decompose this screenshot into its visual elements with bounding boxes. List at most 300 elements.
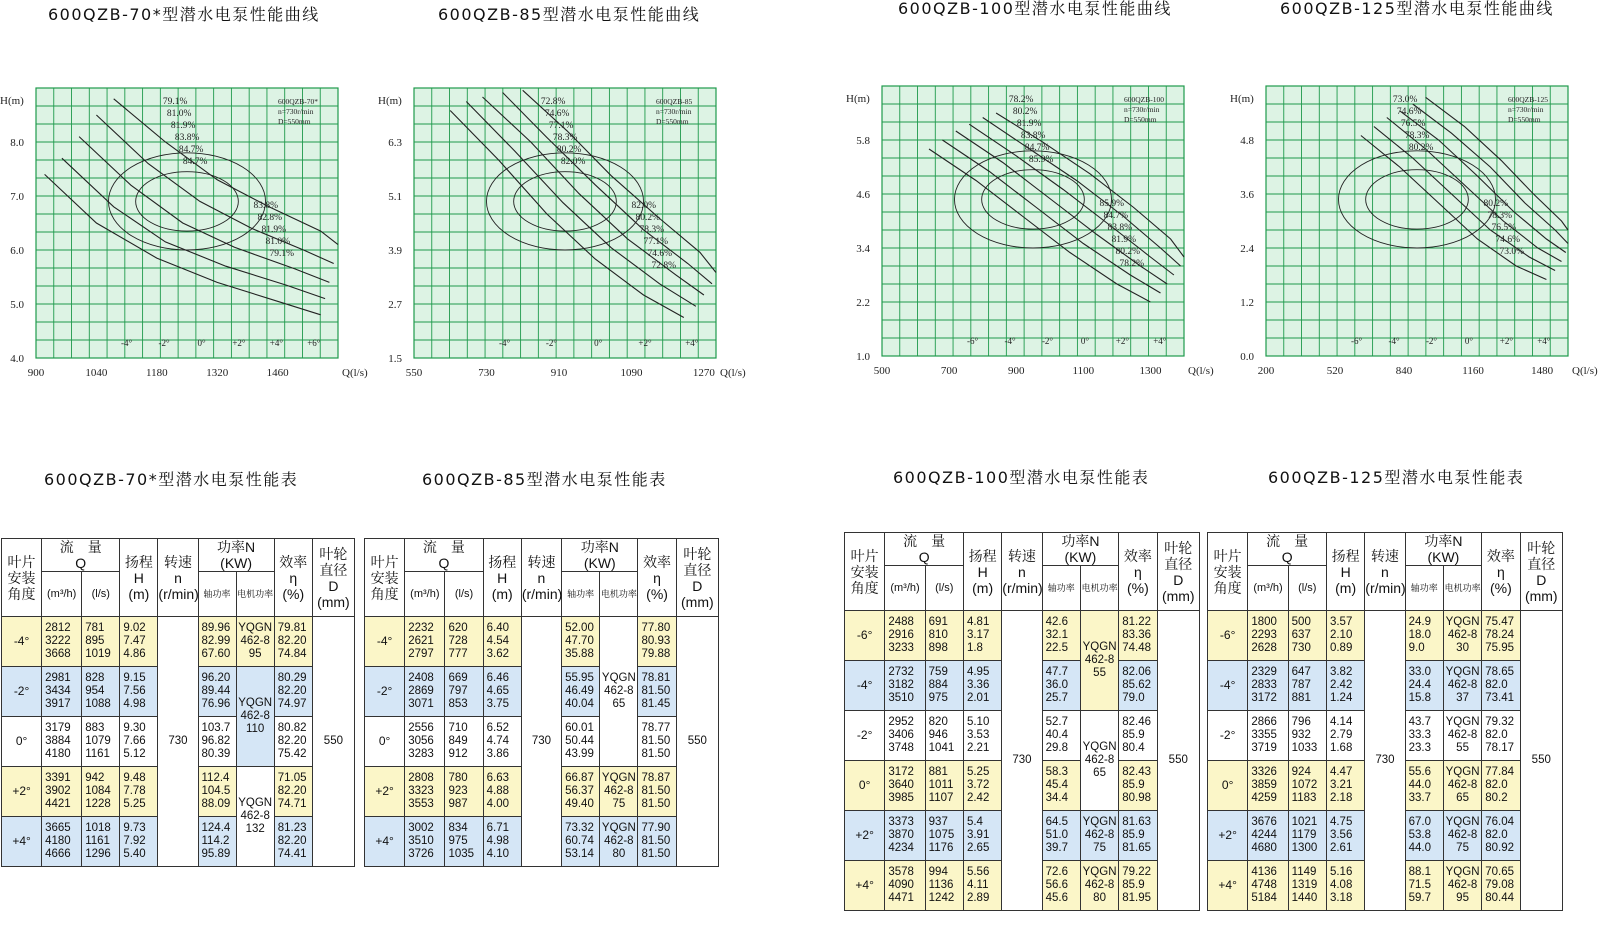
efficiency-label: 76.5% (1491, 223, 1516, 233)
flow-m3h-cell: 2808 3323 3553 (405, 767, 445, 817)
x-tick-label: 1090 (620, 367, 643, 379)
chart-title-85: 600QZB-85型潜水电泵性能曲线 (438, 5, 701, 24)
x-tick-label: 900 (1007, 365, 1025, 377)
efficiency-label: 84.7% (1024, 143, 1050, 153)
efficiency-cell: 77.90 81.50 81.50 (638, 817, 676, 867)
flow-ls-cell: 780 923 987 (445, 767, 483, 817)
efficiency-label: 79.1% (269, 249, 294, 259)
efficiency-cell: 79.32 82.0 78.17 (1482, 711, 1520, 761)
blade-angle-cell: -4° (845, 661, 885, 711)
efficiency-label: 74.6% (544, 109, 570, 119)
flow-m3h-cell: 3578 4090 4471 (885, 861, 925, 911)
angle-label: +4° (685, 338, 699, 348)
performance-chart-85 (378, 82, 758, 382)
header-ls: (l/s) (445, 572, 483, 617)
efficiency-label: 85.9% (1028, 155, 1054, 165)
angle-label: -2° (158, 338, 170, 348)
shaft-power-cell: 55.6 44.0 33.7 (1405, 761, 1443, 811)
head-cell: 6.52 4.74 3.86 (483, 717, 521, 767)
header-motor-power: 电机功率 (1080, 566, 1118, 611)
shaft-power-cell: 88.1 71.5 59.7 (1405, 861, 1443, 911)
flow-ls-cell: 828 954 1088 (82, 667, 120, 717)
info-label: n=730r/min (656, 107, 692, 116)
x-tick-label: 1160 (1462, 365, 1484, 377)
efficiency-label: 78.3% (1404, 131, 1430, 141)
efficiency-label: 73.0% (1392, 95, 1418, 105)
blade-angle-cell: -4° (365, 617, 405, 667)
angle-label: 0° (594, 338, 603, 348)
flow-ls-cell: 881 1011 1107 (925, 761, 963, 811)
x-tick-label: 1180 (146, 367, 168, 379)
x-tick-label: 700 (940, 365, 958, 377)
blade-angle-cell: 0° (2, 717, 42, 767)
flow-m3h-cell: 2556 3056 3283 (405, 717, 445, 767)
blade-angle-cell: +4° (845, 861, 885, 911)
efficiency-label: 81.9% (1111, 235, 1136, 245)
angle-label: 0° (197, 338, 206, 348)
header-shaft-power: 轴功率 (562, 572, 600, 617)
blade-angle-cell: 0° (1208, 761, 1248, 811)
header-shaft-power: 轴功率 (198, 572, 236, 617)
efficiency-label: 85.9% (1099, 199, 1124, 209)
blade-angle-cell: +2° (845, 811, 885, 861)
blade-angle-cell: +4° (1208, 861, 1248, 911)
flow-m3h-cell: 2329 2833 3172 (1248, 661, 1288, 711)
flow-ls-cell: 1018 1161 1296 (82, 817, 120, 867)
head-cell: 6.71 4.98 4.10 (483, 817, 521, 867)
efficiency-label: 81.9% (1016, 119, 1042, 129)
blade-angle-cell: +4° (2, 817, 42, 867)
efficiency-label: 83.8% (174, 133, 200, 143)
head-cell: 5.25 3.72 2.42 (963, 761, 1001, 811)
info-label: D=550mm (656, 117, 689, 126)
efficiency-cell: 82.46 85.9 80.4 (1119, 711, 1157, 761)
flow-m3h-cell: 3179 3884 4180 (42, 717, 82, 767)
efficiency-cell: 80.29 82.20 74.97 (274, 667, 312, 717)
flow-ls-cell: 1149 1319 1440 (1288, 861, 1326, 911)
flow-ls-cell: 994 1136 1242 (925, 861, 963, 911)
x-tick-label: 1100 (1072, 365, 1095, 377)
flow-ls-cell: 924 1072 1183 (1288, 761, 1326, 811)
header-shaft-power: 轴功率 (1042, 566, 1080, 611)
flow-m3h-cell: 2866 3355 3719 (1248, 711, 1288, 761)
head-cell: 9.48 7.78 5.25 (120, 767, 158, 817)
header-speed: 转速 n (r/min) (1365, 533, 1405, 611)
efficiency-label: 78.3% (639, 225, 664, 235)
speed-cell: 730 (1002, 611, 1042, 911)
x-axis-label: Q(l/s) (1188, 365, 1214, 377)
motor-power-cell: YQGN 462-8 95 (1443, 861, 1481, 911)
angle-label: +6° (307, 338, 321, 348)
efficiency-label: 81.0% (265, 237, 290, 247)
y-tick-label: 4.6 (856, 189, 870, 201)
header-blade-angle: 叶片 安装 角度 (1208, 533, 1248, 611)
efficiency-cell: 76.04 82.0 80.92 (1482, 811, 1520, 861)
shaft-power-cell: 52.00 47.70 35.88 (562, 617, 600, 667)
angle-label: 0° (1080, 336, 1089, 346)
motor-power-cell: YQGN 462-8 30 (1443, 611, 1481, 661)
head-cell: 5.10 3.53 2.21 (963, 711, 1001, 761)
efficiency-label: 80.2% (1408, 143, 1434, 153)
efficiency-cell: 77.80 80.93 79.88 (638, 617, 676, 667)
efficiency-label: 84.7% (182, 157, 208, 167)
head-cell: 4.81 3.17 1.8 (963, 611, 1001, 661)
y-tick-label: 6.3 (388, 137, 402, 149)
x-tick-label: 550 (405, 367, 423, 379)
efficiency-cell: 81.63 85.9 81.65 (1119, 811, 1157, 861)
shaft-power-cell: 55.95 46.49 40.04 (562, 667, 600, 717)
efficiency-label: 73.0% (1499, 247, 1524, 257)
shaft-power-cell: 103.7 96.82 80.39 (198, 717, 236, 767)
efficiency-label: 83.8% (253, 201, 278, 211)
x-tick-label: 500 (873, 365, 891, 377)
shaft-power-cell: 67.0 53.8 44.0 (1405, 811, 1443, 861)
efficiency-label: 78.3% (552, 133, 578, 143)
efficiency-label: 81.9% (170, 121, 196, 131)
head-cell: 4.14 2.79 1.68 (1326, 711, 1364, 761)
angle-label: -6° (1351, 336, 1363, 346)
head-cell: 9.15 7.56 4.98 (120, 667, 158, 717)
angle-label: +2° (232, 338, 246, 348)
motor-power-cell: YQGN 462-8 75 (600, 767, 638, 817)
y-tick-label: 4.8 (1240, 135, 1254, 147)
efficiency-label: 82.0% (631, 201, 656, 211)
efficiency-cell: 79.22 85.9 81.95 (1119, 861, 1157, 911)
header-speed: 转速 n (r/min) (521, 539, 561, 617)
angle-label: +4° (269, 338, 283, 348)
header-blade-angle: 叶片 安装 角度 (365, 539, 405, 617)
y-tick-label: 4.0 (10, 353, 24, 365)
motor-power-cell: YQGN 462-8 37 (1443, 661, 1481, 711)
head-cell: 6.63 4.88 4.00 (483, 767, 521, 817)
header-m3h: (m³/h) (1248, 566, 1288, 611)
header-ls: (l/s) (82, 572, 120, 617)
shaft-power-cell: 112.4 104.5 88.09 (198, 767, 236, 817)
diameter-cell: 550 (312, 617, 354, 867)
efficiency-label: 80.2% (1115, 247, 1140, 257)
angle-label: 0° (1464, 336, 1473, 346)
flow-m3h-cell: 2812 3222 3668 (42, 617, 82, 667)
head-cell: 4.95 3.36 2.01 (963, 661, 1001, 711)
flow-ls-cell: 834 975 1035 (445, 817, 483, 867)
motor-power-cell: YQGN 462-8 95 (236, 617, 274, 667)
blade-angle-cell: -2° (1208, 711, 1248, 761)
flow-ls-cell: 647 787 881 (1288, 661, 1326, 711)
angle-label: -4° (121, 338, 133, 348)
efficiency-label: 76.5% (1400, 119, 1426, 129)
flow-ls-cell: 883 1079 1161 (82, 717, 120, 767)
info-label: 600QZB-70* (278, 97, 318, 106)
blade-angle-cell: -2° (365, 667, 405, 717)
header-diameter: 叶轮 直径 D (mm) (676, 539, 718, 617)
speed-cell: 730 (521, 617, 561, 867)
y-tick-label: 3.9 (388, 245, 402, 257)
efficiency-label: 80.2% (1483, 199, 1508, 209)
motor-power-cell: YQGN 462-8 80 (1080, 861, 1118, 911)
efficiency-cell: 82.06 85.62 79.0 (1119, 661, 1157, 711)
flow-ls-cell: 1021 1179 1300 (1288, 811, 1326, 861)
header-motor-power: 电机功率 (236, 572, 274, 617)
efficiency-label: 77.1% (643, 237, 668, 247)
header-head: 扬程 H (m) (120, 539, 158, 617)
shaft-power-cell: 43.7 33.3 23.3 (1405, 711, 1443, 761)
efficiency-label: 78.3% (1487, 211, 1512, 221)
info-label: 600QZB-85 (656, 97, 693, 106)
flow-ls-cell: 781 895 1019 (82, 617, 120, 667)
y-tick-label: 0.0 (1240, 351, 1254, 363)
shaft-power-cell: 60.01 50.44 43.99 (562, 717, 600, 767)
header-diameter: 叶轮 直径 D (mm) (312, 539, 354, 617)
speed-cell: 730 (1365, 611, 1405, 911)
info-label: D=550mm (1508, 115, 1541, 124)
shaft-power-cell: 52.7 40.4 29.8 (1042, 711, 1080, 761)
flow-ls-cell: 500 637 730 (1288, 611, 1326, 661)
performance-table-70 (1, 538, 355, 867)
angle-label: +4° (1153, 336, 1167, 346)
header-ls: (l/s) (1288, 566, 1326, 611)
performance-table-125 (1207, 532, 1563, 911)
blade-angle-cell: -4° (1208, 661, 1248, 711)
y-tick-label: 5.8 (856, 135, 870, 147)
shaft-power-cell: 58.3 45.4 34.4 (1042, 761, 1080, 811)
shaft-power-cell: 72.6 56.6 45.6 (1042, 861, 1080, 911)
efficiency-label: 80.2% (635, 213, 660, 223)
efficiency-label: 84.7% (1103, 211, 1128, 221)
y-axis-label: H(m) (0, 95, 24, 107)
y-tick-label: 2.7 (388, 299, 402, 311)
chart-title-125: 600QZB-125型潜水电泵性能曲线 (1280, 0, 1554, 18)
x-axis-label: Q(l/s) (342, 367, 368, 379)
header-motor-power: 电机功率 (1443, 566, 1481, 611)
flow-ls-cell: 759 884 975 (925, 661, 963, 711)
efficiency-label: 83.8% (1107, 223, 1132, 233)
efficiency-label: 74.6% (1495, 235, 1520, 245)
flow-m3h-cell: 3002 3510 3726 (405, 817, 445, 867)
y-tick-label: 5.0 (10, 299, 24, 311)
efficiency-label: 78.2% (1119, 259, 1144, 269)
y-tick-label: 2.4 (1240, 243, 1254, 255)
flow-ls-cell: 669 797 853 (445, 667, 483, 717)
header-ls: (l/s) (925, 566, 963, 611)
efficiency-label: 77.1% (548, 121, 574, 131)
head-cell: 9.30 7.66 5.12 (120, 717, 158, 767)
blade-angle-cell: -6° (845, 611, 885, 661)
angle-label: +2° (1115, 336, 1129, 346)
flow-ls-cell: 796 932 1033 (1288, 711, 1326, 761)
shaft-power-cell: 66.87 56.37 49.40 (562, 767, 600, 817)
flow-m3h-cell: 3373 3870 4234 (885, 811, 925, 861)
performance-chart-100 (846, 80, 1226, 380)
efficiency-cell: 82.43 85.9 80.98 (1119, 761, 1157, 811)
table-title-85: 600QZB-85型潜水电泵性能表 (422, 470, 667, 489)
y-axis-label: H(m) (1230, 93, 1254, 105)
x-tick-label: 840 (1395, 365, 1413, 377)
header-blade-angle: 叶片 安装 角度 (2, 539, 42, 617)
header-m3h: (m³/h) (42, 572, 82, 617)
flow-ls-cell: 710 849 912 (445, 717, 483, 767)
flow-m3h-cell: 3665 4180 4666 (42, 817, 82, 867)
x-tick-label: 1460 (266, 367, 289, 379)
angle-label: +2° (1499, 336, 1513, 346)
performance-table-100 (844, 532, 1200, 911)
head-cell: 9.73 7.92 5.40 (120, 817, 158, 867)
blade-angle-cell: -2° (2, 667, 42, 717)
flow-m3h-cell: 3676 4244 4680 (1248, 811, 1288, 861)
blade-angle-cell: 0° (365, 717, 405, 767)
shaft-power-cell: 24.9 18.0 9.0 (1405, 611, 1443, 661)
shaft-power-cell: 96.20 89.44 76.96 (198, 667, 236, 717)
blade-angle-cell: +4° (365, 817, 405, 867)
header-head: 扬程 H (m) (483, 539, 521, 617)
info-label: n=730r/min (1508, 105, 1544, 114)
efficiency-label: 72.8% (540, 97, 566, 107)
info-label: 600QZB-100 (1124, 95, 1164, 104)
header-head: 扬程 H (m) (1326, 533, 1364, 611)
flow-ls-cell: 937 1075 1176 (925, 811, 963, 861)
head-cell: 4.75 3.56 2.61 (1326, 811, 1364, 861)
y-tick-label: 3.4 (856, 243, 870, 255)
info-label: n=730r/min (1124, 105, 1160, 114)
efficiency-cell: 71.05 82.20 74.71 (274, 767, 312, 817)
angle-label: -4° (1004, 336, 1016, 346)
chart-title-100: 600QZB-100型潜水电泵性能曲线 (898, 0, 1172, 18)
efficiency-label: 83.8% (1020, 131, 1046, 141)
flow-m3h-cell: 2952 3406 3748 (885, 711, 925, 761)
diameter-cell: 550 (1520, 611, 1562, 911)
motor-power-cell: YQGN 462-8 75 (1080, 811, 1118, 861)
flow-ls-cell: 820 946 1041 (925, 711, 963, 761)
table-title-100: 600QZB-100型潜水电泵性能表 (893, 468, 1150, 487)
efficiency-label: 72.8% (651, 261, 676, 271)
efficiency-label: 81.0% (166, 109, 192, 119)
efficiency-label: 82.8% (257, 213, 282, 223)
shaft-power-cell: 47.7 36.0 25.7 (1042, 661, 1080, 711)
chart-title-70: 600QZB-70*型潜水电泵性能曲线 (48, 5, 320, 24)
header-shaft-power: 轴功率 (1405, 566, 1443, 611)
performance-chart-125 (1230, 80, 1610, 380)
head-cell: 5.4 3.91 2.65 (963, 811, 1001, 861)
x-tick-label: 1040 (85, 367, 108, 379)
flow-m3h-cell: 3172 3640 3985 (885, 761, 925, 811)
y-axis-label: H(m) (846, 93, 870, 105)
x-axis-label: Q(l/s) (720, 367, 746, 379)
shaft-power-cell: 64.5 51.0 39.7 (1042, 811, 1080, 861)
efficiency-label: 84.7% (178, 145, 204, 155)
info-label: D=550mm (1124, 115, 1157, 124)
head-cell: 5.16 4.08 3.18 (1326, 861, 1364, 911)
head-cell: 5.56 4.11 2.89 (963, 861, 1001, 911)
motor-power-cell: YQGN 462-8 132 (236, 767, 274, 867)
flow-ls-cell: 620 728 777 (445, 617, 483, 667)
y-tick-label: 3.6 (1240, 189, 1254, 201)
blade-angle-cell: +2° (365, 767, 405, 817)
flow-m3h-cell: 3326 3859 4259 (1248, 761, 1288, 811)
flow-m3h-cell: 2732 3182 3510 (885, 661, 925, 711)
efficiency-label: 80.2% (1012, 107, 1038, 117)
header-speed: 转速 n (r/min) (158, 539, 198, 617)
header-head: 扬程 H (m) (963, 533, 1001, 611)
efficiency-cell: 78.77 81.50 81.50 (638, 717, 676, 767)
x-tick-label: 900 (27, 367, 45, 379)
header-efficiency: 效率 η (%) (1482, 533, 1520, 611)
flow-ls-cell: 942 1084 1228 (82, 767, 120, 817)
shaft-power-cell: 33.0 24.4 15.8 (1405, 661, 1443, 711)
angle-label: -2° (1041, 336, 1054, 346)
blade-angle-cell: -6° (1208, 611, 1248, 661)
y-tick-label: 2.2 (856, 297, 870, 309)
blade-angle-cell: -4° (2, 617, 42, 667)
diameter-cell: 550 (676, 617, 718, 867)
flow-ls-cell: 691 810 898 (925, 611, 963, 661)
blade-angle-cell: +2° (2, 767, 42, 817)
flow-m3h-cell: 4136 4748 5184 (1248, 861, 1288, 911)
x-tick-label: 730 (478, 367, 495, 379)
y-tick-label: 6.0 (10, 245, 24, 257)
motor-power-cell: YQGN 462-8 55 (1443, 711, 1481, 761)
angle-label: -6° (967, 336, 979, 346)
angle-label: -4° (499, 338, 511, 348)
angle-label: +4° (1537, 336, 1551, 346)
head-cell: 6.46 4.65 3.75 (483, 667, 521, 717)
header-diameter: 叶轮 直径 D (mm) (1520, 533, 1562, 611)
performance-table-85 (364, 538, 719, 867)
shaft-power-cell: 42.6 32.1 22.5 (1042, 611, 1080, 661)
angle-label: -2° (1425, 336, 1438, 346)
efficiency-label: 79.1% (162, 97, 188, 107)
blade-angle-cell: +2° (1208, 811, 1248, 861)
flow-m3h-cell: 2232 2621 2797 (405, 617, 445, 667)
header-m3h: (m³/h) (885, 566, 925, 611)
y-axis-label: H(m) (378, 95, 402, 107)
head-cell: 3.82 2.42 1.24 (1326, 661, 1364, 711)
x-tick-label: 910 (550, 367, 568, 379)
efficiency-label: 74.6% (1396, 107, 1422, 117)
table-title-70: 600QZB-70*型潜水电泵性能表 (44, 470, 299, 489)
diameter-cell: 550 (1157, 611, 1199, 911)
table-title-125: 600QZB-125型潜水电泵性能表 (1268, 468, 1525, 487)
efficiency-cell: 70.65 79.08 80.44 (1482, 861, 1520, 911)
head-cell: 9.02 7.47 4.86 (120, 617, 158, 667)
angle-label: -4° (1388, 336, 1400, 346)
header-power: 功率N (KW) (562, 539, 638, 572)
info-label: n=730r/min (278, 107, 314, 116)
flow-m3h-cell: 2408 2869 3071 (405, 667, 445, 717)
x-tick-label: 1270 (692, 367, 715, 379)
header-efficiency: 效率 η (%) (1119, 533, 1157, 611)
header-speed: 转速 n (r/min) (1002, 533, 1042, 611)
efficiency-cell: 80.82 82.20 75.42 (274, 717, 312, 767)
efficiency-label: 81.9% (261, 225, 286, 235)
header-flow: 流 量 Q (1248, 533, 1327, 566)
info-label: D=550mm (278, 117, 311, 126)
flow-m3h-cell: 1800 2293 2628 (1248, 611, 1288, 661)
head-cell: 6.40 4.54 3.62 (483, 617, 521, 667)
header-efficiency: 效率 η (%) (274, 539, 312, 617)
header-blade-angle: 叶片 安装 角度 (845, 533, 885, 611)
x-tick-label: 1480 (1531, 365, 1554, 377)
header-power: 功率N (KW) (1042, 533, 1119, 566)
x-tick-label: 1300 (1139, 365, 1162, 377)
header-power: 功率N (KW) (198, 539, 274, 572)
efficiency-label: 82.0% (560, 157, 586, 167)
angle-label: -2° (545, 338, 557, 348)
efficiency-cell: 77.84 82.0 80.2 (1482, 761, 1520, 811)
header-flow: 流 量 Q (42, 539, 120, 572)
header-diameter: 叶轮 直径 D (mm) (1157, 533, 1199, 611)
angle-label: +2° (638, 338, 652, 348)
efficiency-cell: 78.87 81.50 81.50 (638, 767, 676, 817)
x-tick-label: 1320 (206, 367, 229, 379)
